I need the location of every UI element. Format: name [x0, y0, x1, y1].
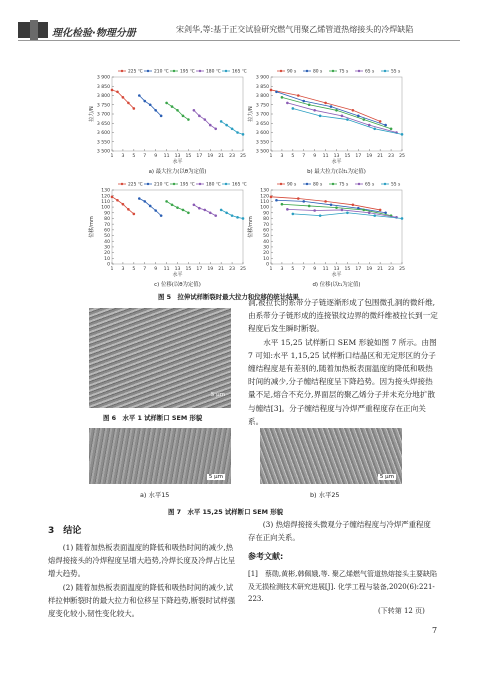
data-point [236, 131, 239, 134]
data-point [346, 118, 349, 121]
data-point [297, 94, 300, 97]
data-point [176, 206, 179, 209]
x-tick-label: 19 [366, 154, 373, 159]
y-tick-label: 110 [260, 199, 269, 205]
data-point [352, 204, 355, 207]
plot-area [271, 77, 402, 151]
y-tick-label: 60 [104, 228, 110, 234]
legend-label: 90 s [287, 69, 297, 75]
data-point [182, 115, 185, 118]
x-tick-label: 15 [185, 267, 192, 272]
data-point [165, 102, 168, 105]
data-point [225, 124, 228, 127]
data-point [143, 200, 146, 203]
x-tick-label: 9 [154, 267, 158, 272]
data-point [281, 96, 284, 99]
conclusions-left [48, 541, 238, 620]
legend-label: 80 s [313, 69, 323, 75]
data-point [242, 133, 245, 136]
y-axis-label: 位移/mm [89, 216, 95, 238]
section-3-title: 3 结论 [48, 526, 82, 536]
data-point [193, 204, 196, 207]
data-point [368, 211, 371, 214]
y-tick-label: 3 500 [96, 149, 110, 155]
chart-caption: a) 最大拉力(以θ为定值) [148, 169, 207, 175]
x-tick-label: 25 [399, 267, 405, 272]
x-tick-label: 7 [302, 154, 306, 159]
y-tick-label: 100 [101, 205, 110, 211]
x-tick-label: 1 [110, 154, 114, 159]
page-number: 7 [432, 626, 438, 635]
data-point [379, 120, 382, 123]
data-point [133, 107, 136, 110]
x-tick-label: 15 [344, 154, 351, 159]
y-tick-label: 80 [263, 217, 269, 223]
data-point [171, 105, 174, 108]
data-point [193, 109, 196, 112]
legend-marker [199, 70, 201, 72]
data-point [231, 128, 234, 131]
y-tick-label: 3 600 [255, 131, 269, 137]
x-tick-label: 5 [132, 154, 136, 159]
scale-bar-label-25: 5 μm [379, 474, 394, 480]
x-tick-label: 1 [110, 267, 114, 272]
conclusion-3: (3) 热熔焊接接头微观分子缠结程度与冷焊严重程度存在正向关系。 [248, 520, 431, 543]
x-tick-label: 11 [163, 154, 170, 159]
data-point [362, 118, 365, 121]
data-point [319, 115, 322, 118]
y-tick-label: 3 650 [96, 121, 110, 127]
x-tick-label: 23 [388, 154, 395, 159]
continued-note: (下转第 12 页) [378, 607, 425, 615]
legend-marker [384, 183, 386, 185]
plot-area [112, 190, 243, 264]
x-tick-label: 7 [143, 267, 147, 272]
y-tick-label: 3 800 [96, 94, 110, 100]
x-tick-label: 21 [377, 267, 384, 272]
data-point [187, 118, 190, 121]
x-tick-label: 13 [174, 154, 181, 159]
data-point [220, 209, 223, 212]
y-tick-label: 40 [104, 239, 110, 245]
data-point [143, 100, 146, 103]
x-tick-label: 1 [269, 154, 273, 159]
y-tick-label: 80 [104, 217, 110, 223]
y-tick-label: 120 [101, 194, 110, 200]
x-axis-label: 水平 [331, 272, 342, 278]
x-tick-label: 21 [377, 154, 384, 159]
data-point [111, 89, 114, 92]
x-tick-label: 3 [121, 154, 125, 159]
x-tick-label: 11 [322, 267, 329, 272]
data-point [373, 214, 376, 217]
y-tick-label: 60 [263, 228, 269, 234]
data-point [297, 197, 300, 200]
y-tick-label: 3 700 [255, 112, 269, 118]
conclusion-3-block [248, 518, 438, 544]
legend-marker [332, 183, 334, 185]
reference-1: [1] 蔡勋,黄彬,韩佩娥,等. 聚乙烯燃气管道热熔接头主要缺陷及无损检测技术研究进展[J]. 化学工程与装备,2020(6):221-223. [248, 570, 438, 604]
y-tick-label: 3 700 [96, 112, 110, 118]
y-tick-label: 3 750 [255, 103, 269, 109]
y-tick-label: 40 [263, 239, 269, 245]
legend-marker [199, 183, 201, 185]
y-axis-label: 拉力/N [248, 106, 254, 122]
figure-6-caption: 图 6 水平 1 试样断口 SEM 形貌 [103, 414, 203, 422]
y-tick-label: 3 800 [255, 94, 269, 100]
legend-marker [358, 183, 360, 185]
data-point [357, 115, 360, 118]
y-tick-label: 3 650 [255, 121, 269, 127]
data-point [335, 109, 338, 112]
legend-marker [306, 183, 308, 185]
x-tick-label: 9 [313, 267, 317, 272]
y-tick-label: 3 550 [255, 140, 269, 146]
x-tick-label: 1 [269, 267, 273, 272]
data-point [165, 200, 168, 203]
right-para-2: 水平 15,25 试样断口 SEM 形貌如图 7 所示。由图 7 可知:水平 1,15,25 试样断口结晶区和无定形区的分子缠结程度是有差别的,随着加热板表面温度的降低和吸热时间的减少,分子缠结程度呈下降趋势。因为接头焊接热量不足,熔合不充分,界面层的聚乙烯分子并未充分地扩散与缠结[3]。分子缠结程度与冷焊严重程度存在正向关系。 [248, 337, 437, 426]
x-tick-label: 13 [333, 154, 340, 159]
chart-caption: d) 位移(以t₁为定值) [312, 282, 361, 288]
legend-label: 75 s [339, 182, 349, 188]
legend-marker [121, 183, 123, 185]
data-point [324, 200, 327, 203]
data-point [149, 103, 152, 106]
y-tick-label: 0 [266, 262, 269, 268]
data-point [286, 208, 289, 211]
data-point [319, 214, 322, 217]
data-point [373, 128, 376, 131]
legend-label: 225 ℃ [128, 69, 143, 75]
data-point [127, 102, 130, 105]
figure-7-caption: 图 7 水平 15,25 试样断口 SEM 形貌 [168, 508, 284, 516]
legend-label: 180 ℃ [206, 69, 221, 75]
figure-7a-label: a) 水平15 [140, 491, 170, 499]
y-tick-label: 30 [263, 245, 269, 251]
data-point [182, 209, 185, 212]
y-tick-label: 100 [260, 205, 269, 211]
scale-bar-label: 5 μm [210, 392, 225, 398]
data-point [275, 91, 278, 94]
data-point [198, 207, 201, 210]
x-tick-label: 25 [399, 154, 405, 159]
data-point [236, 216, 239, 219]
data-point [401, 217, 404, 220]
legend-marker [306, 70, 308, 72]
sem-image-level-15 [89, 428, 231, 484]
y-tick-label: 3 500 [255, 149, 269, 155]
legend-label: 55 s [391, 69, 401, 75]
chart-caption: c) 位移(以θ为定值) [154, 282, 201, 288]
x-tick-label: 25 [240, 267, 246, 272]
legend-marker [225, 70, 227, 72]
data-point [308, 205, 311, 208]
y-tick-label: 10 [104, 256, 110, 262]
x-tick-label: 17 [196, 154, 203, 159]
data-point [149, 205, 152, 208]
data-point [270, 89, 273, 92]
legend-marker [147, 183, 149, 185]
x-tick-label: 17 [355, 267, 362, 272]
data-point [401, 133, 404, 136]
y-tick-label: 3 850 [255, 84, 269, 90]
chart-displacement-by-temperature [88, 178, 248, 288]
legend-marker [225, 183, 227, 185]
legend-marker [121, 70, 123, 72]
data-point [390, 128, 393, 131]
y-tick-label: 30 [104, 245, 110, 251]
legend-label: 195 ℃ [180, 182, 195, 188]
data-point [116, 91, 119, 94]
data-point [160, 214, 163, 217]
y-tick-label: 3 900 [96, 75, 110, 81]
data-point [154, 209, 157, 212]
data-point [379, 209, 382, 212]
x-axis-label: 水平 [172, 272, 183, 278]
data-point [341, 209, 344, 212]
x-tick-label: 5 [132, 267, 136, 272]
data-point [138, 94, 141, 97]
legend-label: 90 s [287, 182, 297, 188]
data-point [231, 214, 234, 217]
data-point [138, 197, 141, 200]
chart-max-force-by-time [247, 65, 407, 175]
y-tick-label: 120 [260, 194, 269, 200]
data-point [270, 196, 273, 199]
chart-displacement-by-time [247, 178, 407, 288]
data-point [116, 199, 119, 202]
data-point [242, 217, 245, 220]
y-tick-label: 3 850 [96, 84, 110, 90]
legend-label: 165 ℃ [232, 182, 247, 188]
y-tick-label: 20 [104, 251, 110, 257]
y-tick-label: 3 750 [96, 103, 110, 109]
x-tick-label: 7 [302, 267, 306, 272]
x-tick-label: 5 [291, 154, 295, 159]
data-point [292, 107, 295, 110]
y-tick-label: 110 [101, 199, 110, 205]
x-tick-label: 13 [174, 267, 181, 272]
data-point [341, 115, 344, 118]
data-point [187, 211, 190, 214]
data-point [362, 209, 365, 212]
y-axis-label: 拉力/N [89, 106, 95, 122]
x-axis-label: 水平 [172, 159, 183, 165]
legend-label: 65 s [365, 182, 375, 188]
data-point [133, 213, 136, 216]
x-tick-label: 19 [207, 154, 214, 159]
data-point [111, 196, 114, 199]
x-tick-label: 3 [121, 267, 125, 272]
legend-label: 65 s [365, 69, 375, 75]
data-point [346, 211, 349, 214]
data-point [384, 124, 387, 127]
x-tick-label: 19 [366, 267, 373, 272]
x-tick-label: 3 [280, 154, 284, 159]
x-tick-label: 3 [280, 267, 284, 272]
data-point [292, 213, 295, 216]
legend-label: 75 s [339, 69, 349, 75]
x-tick-label: 23 [388, 267, 395, 272]
y-tick-label: 3 900 [255, 75, 269, 81]
running-title: 宋剑华,等:基于正交试验研究燃气用聚乙烯管道热熔接头的冷焊缺陷 [176, 25, 414, 34]
data-point [154, 109, 157, 112]
conclusion-1: (1) 随着加热板表面温度的降低和吸热时间的减少,热熔焊接接头的冷焊程度呈增大趋势,冷焊长度及冷焊占比呈增大趋势。 [48, 543, 236, 579]
legend-marker [332, 70, 334, 72]
data-point [203, 118, 206, 121]
sem-image-level-1 [89, 308, 231, 408]
x-tick-label: 11 [322, 154, 329, 159]
x-tick-label: 7 [143, 154, 147, 159]
legend-label: 55 s [391, 182, 401, 188]
legend-marker [173, 183, 175, 185]
legend-label: 165 ℃ [232, 69, 247, 75]
data-point [203, 209, 206, 212]
y-tick-label: 10 [263, 256, 269, 262]
data-point [352, 109, 355, 112]
legend-marker [280, 183, 282, 185]
plot-area [112, 77, 243, 151]
legend-label: 225 ℃ [128, 182, 143, 188]
data-point [127, 208, 130, 211]
x-tick-label: 23 [229, 267, 236, 272]
data-point [313, 209, 316, 212]
legend-marker [280, 70, 282, 72]
data-point [214, 128, 217, 131]
y-tick-label: 3 550 [96, 140, 110, 146]
y-tick-label: 130 [260, 188, 269, 194]
data-point [198, 115, 201, 118]
y-tick-label: 90 [104, 211, 110, 217]
x-tick-label: 17 [355, 154, 362, 159]
legend-marker [358, 70, 360, 72]
data-point [330, 105, 333, 108]
conclusion-2: (2) 随着加热板表面温度的降低和吸热时间的减少,试样拉伸断裂时的最大拉力和位移呈下降趋势,断裂时试样强度变化较小,韧性变化较大。 [48, 582, 236, 619]
data-point [302, 100, 305, 103]
x-tick-label: 9 [313, 154, 317, 159]
data-point [313, 109, 316, 112]
data-point [302, 200, 305, 203]
data-point [324, 102, 327, 105]
x-tick-label: 17 [196, 267, 203, 272]
x-tick-label: 15 [185, 154, 192, 159]
journal-logo [18, 20, 168, 40]
right-body-text [248, 296, 438, 428]
sem-image-level-25 [260, 428, 402, 484]
x-tick-label: 15 [344, 267, 351, 272]
legend-label: 180 ℃ [206, 182, 221, 188]
data-point [176, 109, 179, 112]
data-point [220, 120, 223, 123]
data-point [209, 124, 212, 127]
data-point [335, 206, 338, 209]
data-point [209, 211, 212, 214]
legend-marker [384, 70, 386, 72]
y-tick-label: 50 [104, 234, 110, 240]
x-tick-label: 11 [163, 267, 170, 272]
legend-label: 210 ℃ [154, 182, 169, 188]
data-point [281, 203, 284, 206]
x-axis-label: 水平 [331, 159, 342, 165]
header-rule [18, 40, 460, 41]
x-tick-label: 19 [207, 267, 214, 272]
y-tick-label: 50 [263, 234, 269, 240]
x-tick-label: 21 [218, 154, 225, 159]
x-tick-label: 25 [240, 154, 246, 159]
journal-logo-text: 理化检验·物理分册 [52, 28, 136, 39]
data-point [384, 211, 387, 214]
data-point [214, 214, 217, 217]
legend-label: 210 ℃ [154, 69, 169, 75]
y-tick-label: 3 600 [96, 131, 110, 137]
y-tick-label: 90 [263, 211, 269, 217]
data-point [286, 102, 289, 105]
y-tick-label: 70 [104, 222, 110, 228]
x-tick-label: 5 [291, 267, 295, 272]
data-point [330, 204, 333, 207]
references-title: 参考文献: [248, 552, 284, 561]
data-point [225, 211, 228, 214]
data-point [160, 115, 163, 118]
figure-7b-label: b) 水平25 [310, 491, 340, 499]
chart-caption: b) 最大拉力(以t₁为定值) [307, 169, 366, 175]
legend-label: 195 ℃ [180, 69, 195, 75]
legend-marker [173, 70, 175, 72]
figure-5-caption: 图 5 拉伸试样断裂时最大拉力和位移的统计结果 [158, 293, 299, 301]
legend-label: 80 s [313, 182, 323, 188]
data-point [122, 203, 125, 206]
chart-max-force-by-temperature [88, 65, 248, 175]
data-point [171, 204, 174, 207]
scale-bar-label-15: 5 μm [208, 474, 223, 480]
y-tick-label: 130 [101, 188, 110, 194]
data-point [368, 124, 371, 127]
legend-marker [147, 70, 149, 72]
data-point [275, 199, 278, 202]
x-tick-label: 13 [333, 267, 340, 272]
y-tick-label: 20 [263, 251, 269, 257]
data-point [122, 96, 125, 99]
x-tick-label: 21 [218, 267, 225, 272]
x-tick-label: 9 [154, 154, 158, 159]
data-point [308, 103, 311, 106]
right-para-1: 洞,被拉长的系带分子链逐渐形成了包围微孔洞的微纤维,由系带分子链形成的连接银纹边界的微纤维被拉长到一定程度后发生瞬时断裂。 [248, 298, 438, 334]
y-tick-label: 0 [107, 262, 110, 268]
x-tick-label: 23 [229, 154, 236, 159]
y-axis-label: 位移/mm [248, 216, 254, 238]
y-tick-label: 70 [263, 222, 269, 228]
